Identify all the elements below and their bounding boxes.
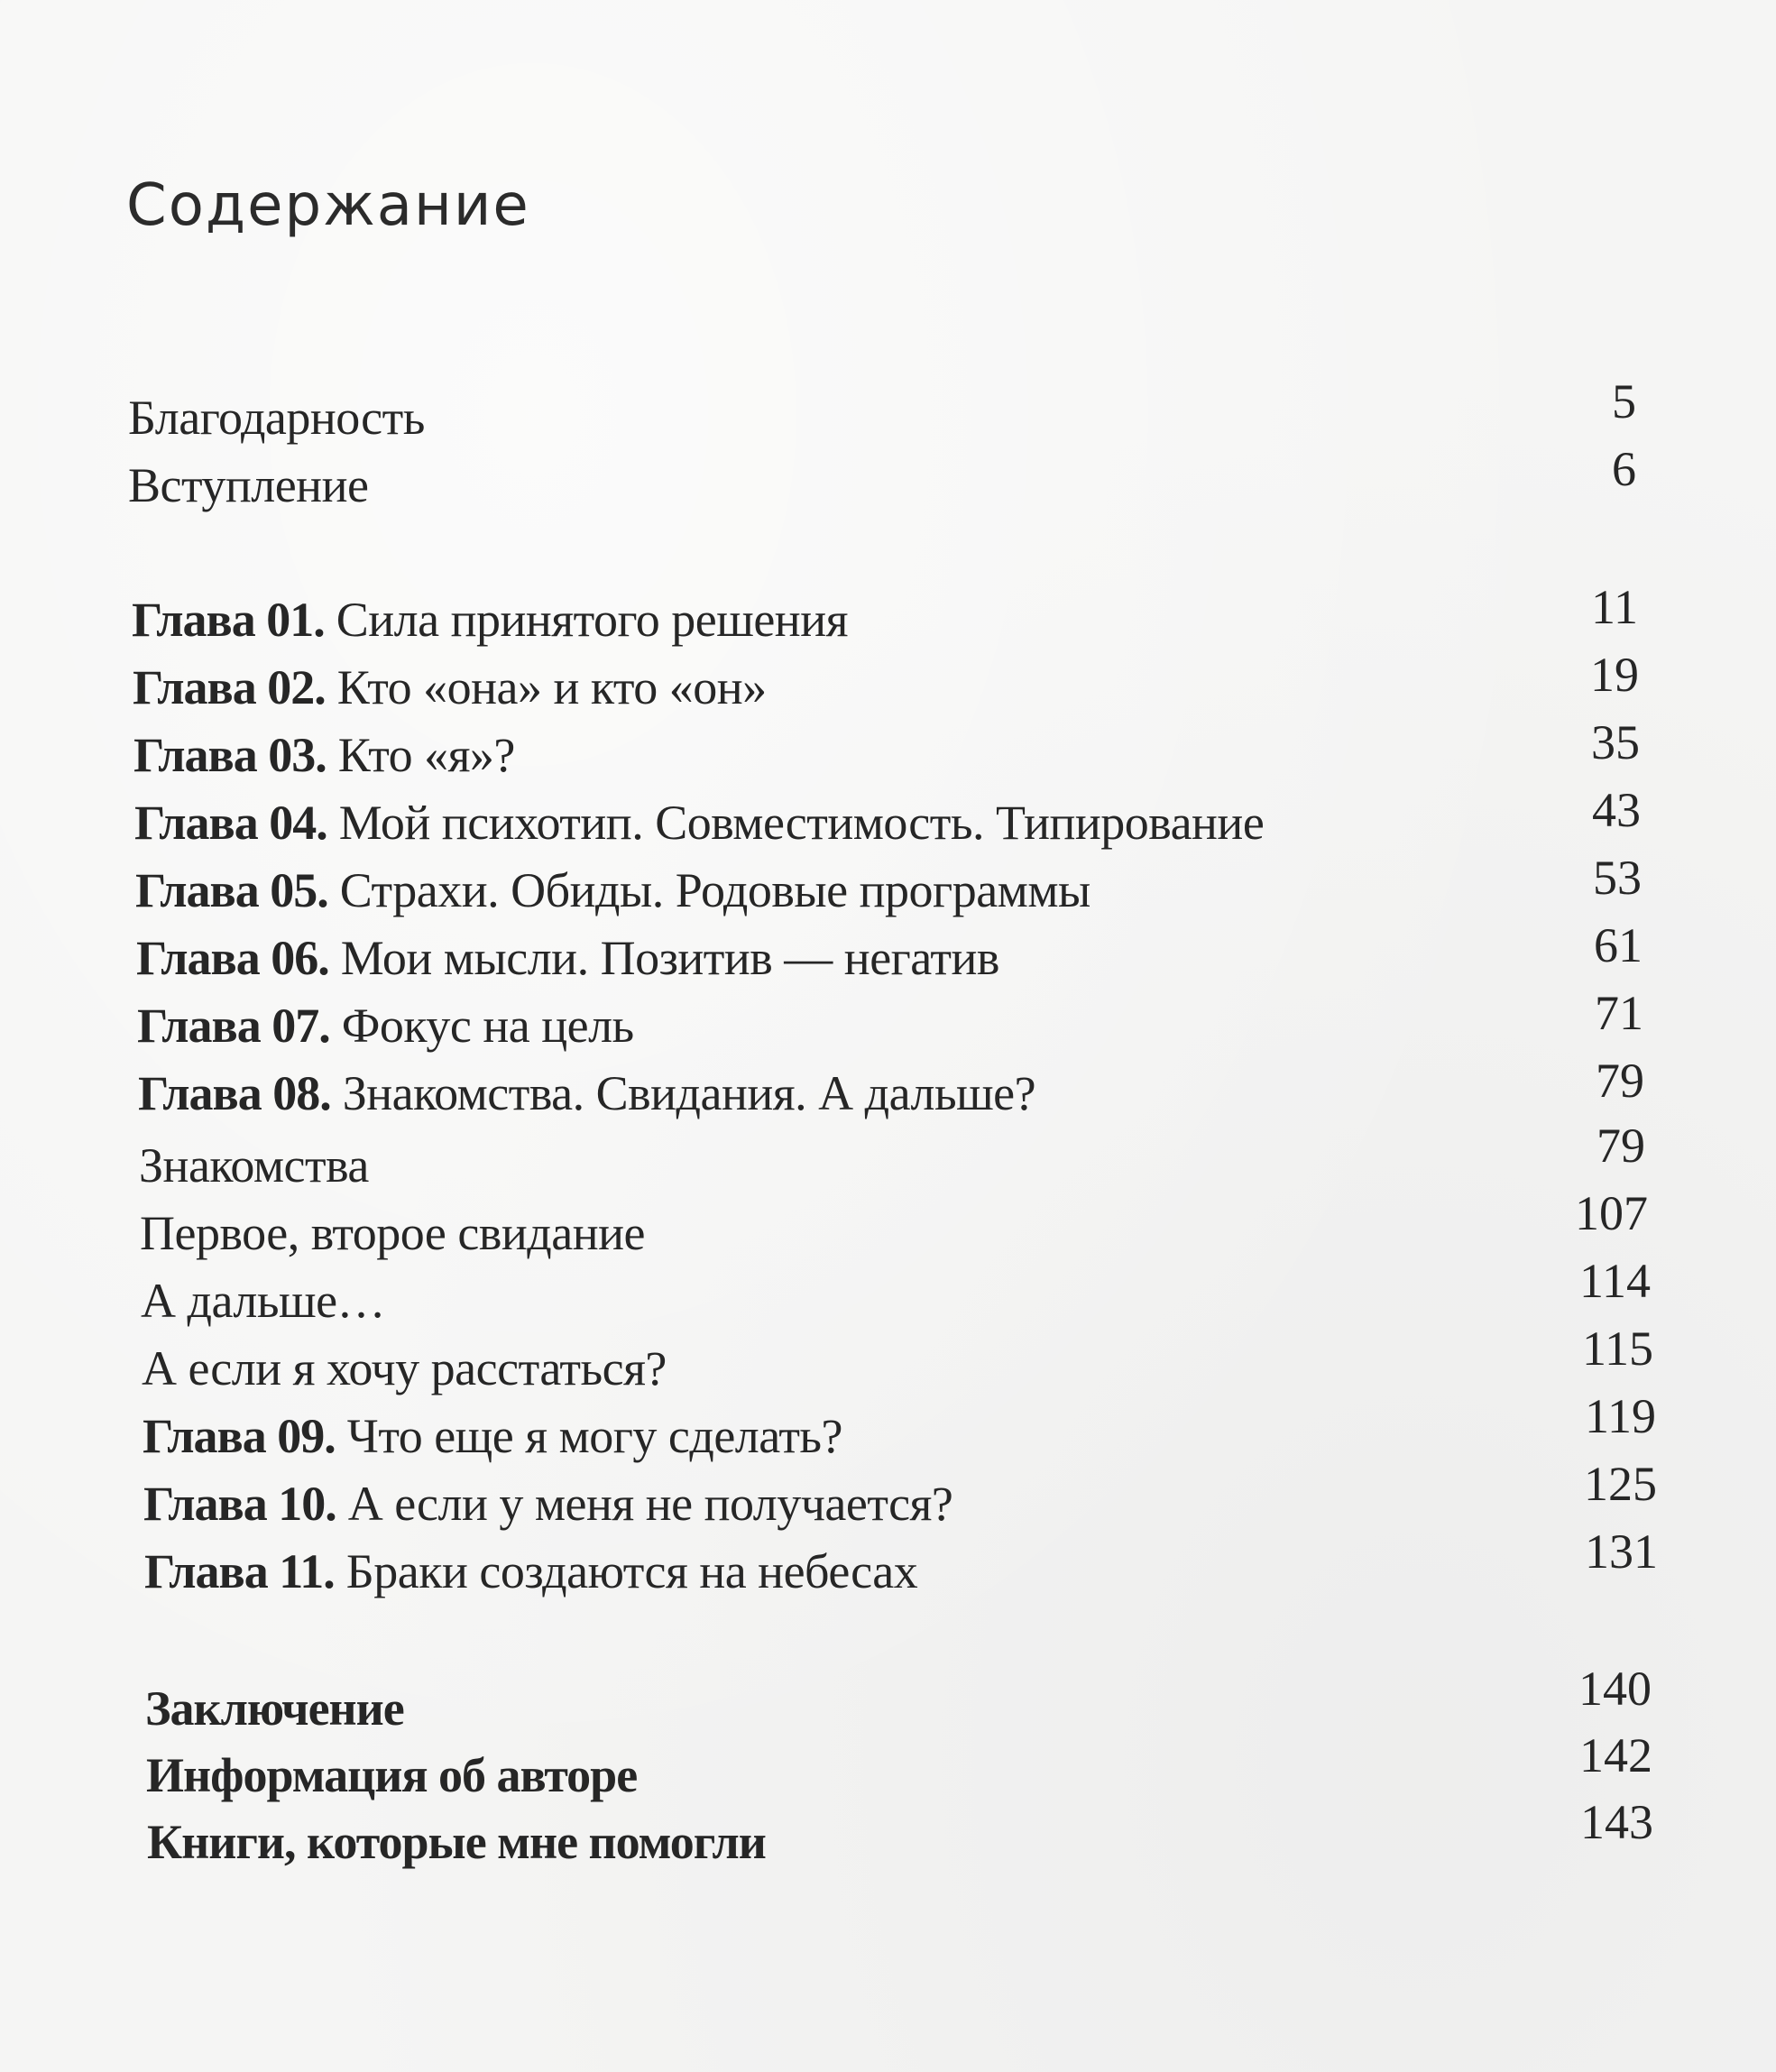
toc-entry-page: 131: [1585, 1524, 1658, 1579]
toc-subentry-first-second-date: [140, 1186, 1648, 1265]
toc-entry-about-author: [146, 1728, 1652, 1807]
chapter-title: Кто «она» и кто «он»: [336, 660, 767, 714]
chapter-title: Сила принятого решения: [336, 593, 848, 647]
toc-entry-page: 43: [1592, 783, 1641, 837]
toc-entry-page: 35: [1591, 715, 1640, 769]
subsection-title: А если я хочу расстаться?: [142, 1341, 667, 1395]
toc-entry-chapter-04: [134, 783, 1641, 854]
toc-subentry-breakup: [142, 1321, 1653, 1400]
chapter-number: Глава 07.: [137, 999, 330, 1053]
chapter-title: Страхи. Обиды. Родовые программы: [339, 863, 1090, 917]
toc-entry-page: 79: [1596, 1054, 1644, 1108]
toc-entry-chapter-10: [143, 1457, 1657, 1535]
toc-entry-chapter-08: [138, 1054, 1644, 1125]
chapter-number: Глава 01.: [132, 593, 325, 647]
toc-entry-page: 6: [1612, 442, 1636, 496]
subsection-title: Первое, второе свидание: [140, 1206, 645, 1260]
toc-entry-helpful-books: [147, 1795, 1653, 1874]
toc-entry-label: Вступление: [128, 458, 369, 512]
toc-entry-label: Заключение: [145, 1681, 404, 1736]
chapter-number: Глава 11.: [144, 1544, 335, 1598]
chapter-number: Глава 03.: [133, 728, 327, 782]
toc-entry-page: 61: [1594, 918, 1643, 972]
chapter-number: Глава 02.: [133, 660, 326, 714]
subsection-title: А дальше…: [141, 1274, 386, 1328]
chapter-number: Глава 09.: [143, 1409, 336, 1463]
chapter-number: Глава 08.: [138, 1066, 331, 1120]
toc-entry-page: 53: [1593, 851, 1642, 905]
chapter-number: Глава 05.: [135, 863, 328, 917]
chapter-title: Кто «я»?: [337, 728, 515, 782]
toc-entry-page: 143: [1580, 1795, 1653, 1849]
toc-entry-chapter-03: [133, 715, 1640, 787]
subsection-title: Знакомства: [139, 1138, 369, 1193]
toc-entry-page: 5: [1612, 374, 1636, 428]
toc-entry-label: Информация об авторе: [146, 1748, 638, 1802]
toc-title: Содержание: [126, 172, 530, 239]
toc-entry-page: 140: [1578, 1662, 1652, 1716]
toc-subentry-acquaintances: [139, 1119, 1645, 1197]
toc-entry-page: 19: [1590, 648, 1639, 702]
chapter-number: Глава 06.: [136, 931, 329, 985]
toc-entry-page: 125: [1584, 1457, 1657, 1511]
chapter-title: А если у меня не получается?: [347, 1477, 953, 1531]
toc-entry-page: 71: [1595, 986, 1643, 1040]
chapter-number: Глава 10.: [143, 1477, 336, 1531]
toc-entry-label: Благодарность: [128, 391, 425, 445]
toc-entry-chapter-06: [136, 918, 1643, 990]
chapter-title: Браки создаются на небесах: [345, 1544, 918, 1598]
toc-entry-page: 142: [1579, 1728, 1652, 1782]
toc-entry-label: Книги, которые мне помогли: [147, 1815, 766, 1869]
toc-entry-conclusion: [145, 1662, 1652, 1740]
toc-entry-chapter-09: [143, 1389, 1656, 1468]
toc-entry-page: 119: [1585, 1389, 1656, 1443]
chapter-number: Глава 04.: [134, 796, 327, 850]
chapter-title: Знакомства. Свидания. А дальше?: [342, 1066, 1036, 1120]
chapter-title: Фокус на цель: [341, 999, 634, 1053]
toc-entry-chapter-02: [133, 648, 1639, 719]
toc-entry-page: 11: [1591, 580, 1638, 634]
chapter-title: Мой психотип. Совместимость. Типирование: [338, 796, 1265, 850]
toc-entry-page: 79: [1597, 1119, 1645, 1173]
toc-entry-page: 107: [1575, 1186, 1648, 1240]
toc-entry-chapter-07: [137, 986, 1643, 1057]
toc-subentry-what-next: [141, 1254, 1651, 1332]
toc-entry-introduction: [128, 442, 1636, 517]
toc-entry-page: 115: [1582, 1321, 1653, 1376]
toc-entry-acknowledgements: [128, 374, 1636, 449]
toc-entry-page: 114: [1579, 1254, 1651, 1308]
toc-entry-chapter-11: [144, 1524, 1658, 1603]
chapter-title: Что еще я могу сделать?: [346, 1409, 843, 1463]
toc-entry-chapter-05: [135, 851, 1642, 922]
chapter-title: Мои мысли. Позитив — негатив: [340, 931, 999, 985]
toc-entry-chapter-01: [132, 580, 1638, 651]
